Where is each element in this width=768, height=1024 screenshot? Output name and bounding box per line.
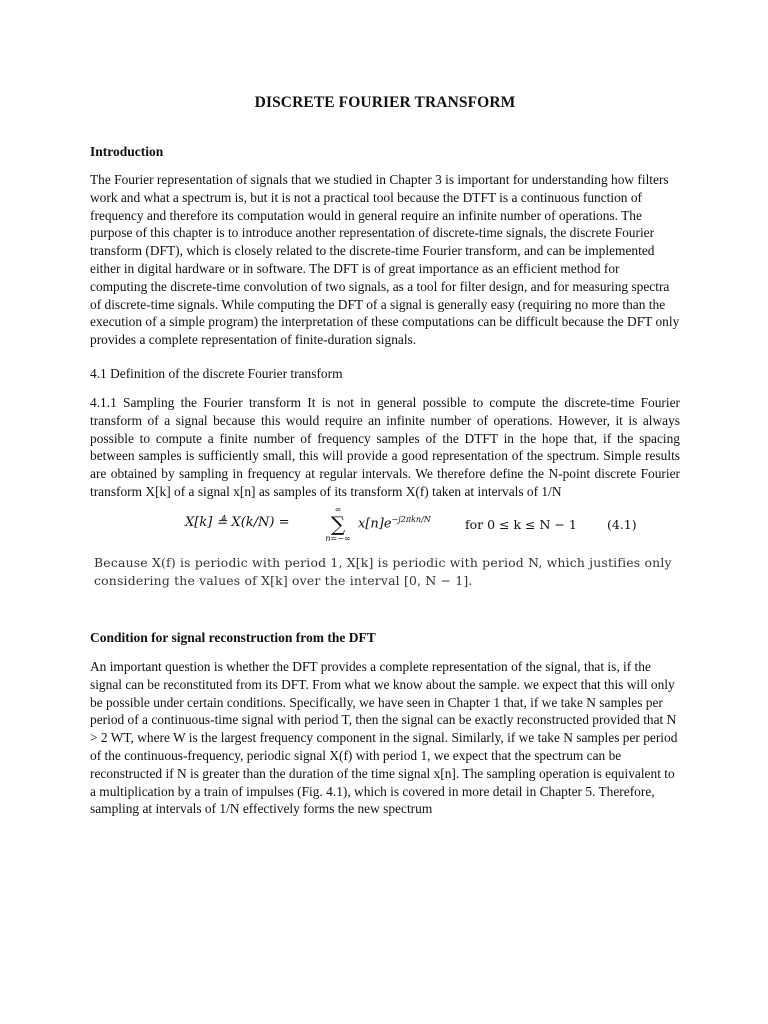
reconstruction-heading: Condition for signal reconstruction from the DFT [90,630,376,645]
reconstruction-paragraph: An important question is whether the DFT provides a complete representation of the signal, that is, if the signal can be reconstituted from its DFT. From what we know about the sample. we expect that this will only be possible under certain conditions. Specifically, we have seen in Chapter 1 that, if we take N samples per period of a continuous-time signal with period T, then the signal can be exactly reconstructed provided that N > 2 WT, where W is the largest frequency component in the signal. Similarly, if we take N samples per period of the continuous-frequency, periodic signal X(f) with period 1, we expect that the spectrum can be reconstructed if N is greater than the duration of the time signal x[n]. The sampling operation is equivalent to a multiplication by a train of impulses (Fig. 4.1), which is covered in more detail in Chapter 5. Therefore, sampling at intervals of 1/N effectively forms the new spectrum [90,659,678,817]
equation-term-base: x[n]e [358,516,392,532]
summation-upper-limit: ∞ [334,505,342,514]
summation-sign: ∑ [330,512,346,536]
dft-equation [90,505,680,549]
equation-condition: for 0 ≤ k ≤ N − 1 [465,517,577,532]
equation-number: (4.1) [607,517,637,532]
section-4-1-1-paragraph: 4.1.1 Sampling the Fourier transform It is not in general possible to compute the discrete-time Fourier transform of a signal because this would require an infinite number of operations. However, it is always possible to compute a finite number of frequency samples of the DTFT in the hope that, if the spacing between samples is sufficiently small, this will provide a good representation of the spectrum. Simple results are obtained by sampling in frequency at regular intervals. We therefore define the N-point discrete Fourier transform X[k] of a signal x[n] as samples of its transform X(f) taken at intervals of 1/N [90,395,680,499]
equation-lhs: X[k] ≜ X(k/N) = [185,515,290,530]
document-title: DISCRETE FOURIER TRANSFORM [254,94,516,111]
equation-exponent: −j2πkn/N [391,515,431,524]
equation-term [358,515,431,531]
periodicity-note: Because X(f) is periodic with period 1, X[k] is periodic with period N, which justifies only considering the values of X[k] over the interval [0, N − 1]. [94,555,672,588]
intro-heading: Introduction [90,144,164,159]
summation-symbol [323,505,353,543]
summation-lower-limit: n=−∞ [325,534,351,543]
section-4-1-heading: 4.1 Definition of the discrete Fourier transform [90,366,343,381]
intro-paragraph: The Fourier representation of signals that we studied in Chapter 3 is important for understanding how filters work and what a spectrum is, but it is not a practical tool because the DTFT is a continuous function of frequency and therefore its computation would in general require an infinite number of operations. The purpose of this chapter is to introduce another representation of discrete-time signals, the discrete Fourier transform (DFT), which is closely related to the discrete-time Fourier transform, and can be implemented either in digital hardware or in software. The DFT is of great importance as an efficient method for computing the discrete-time convolution of two signals, as a tool for filter design, and for measuring spectra of discrete-time signals. While computing the DFT of a signal is generally easy (requiring no more than the execution of a simple program) the interpretation of these computations can be difficult because the DFT only provides a complete representation of finite-duration signals. [90,172,680,348]
